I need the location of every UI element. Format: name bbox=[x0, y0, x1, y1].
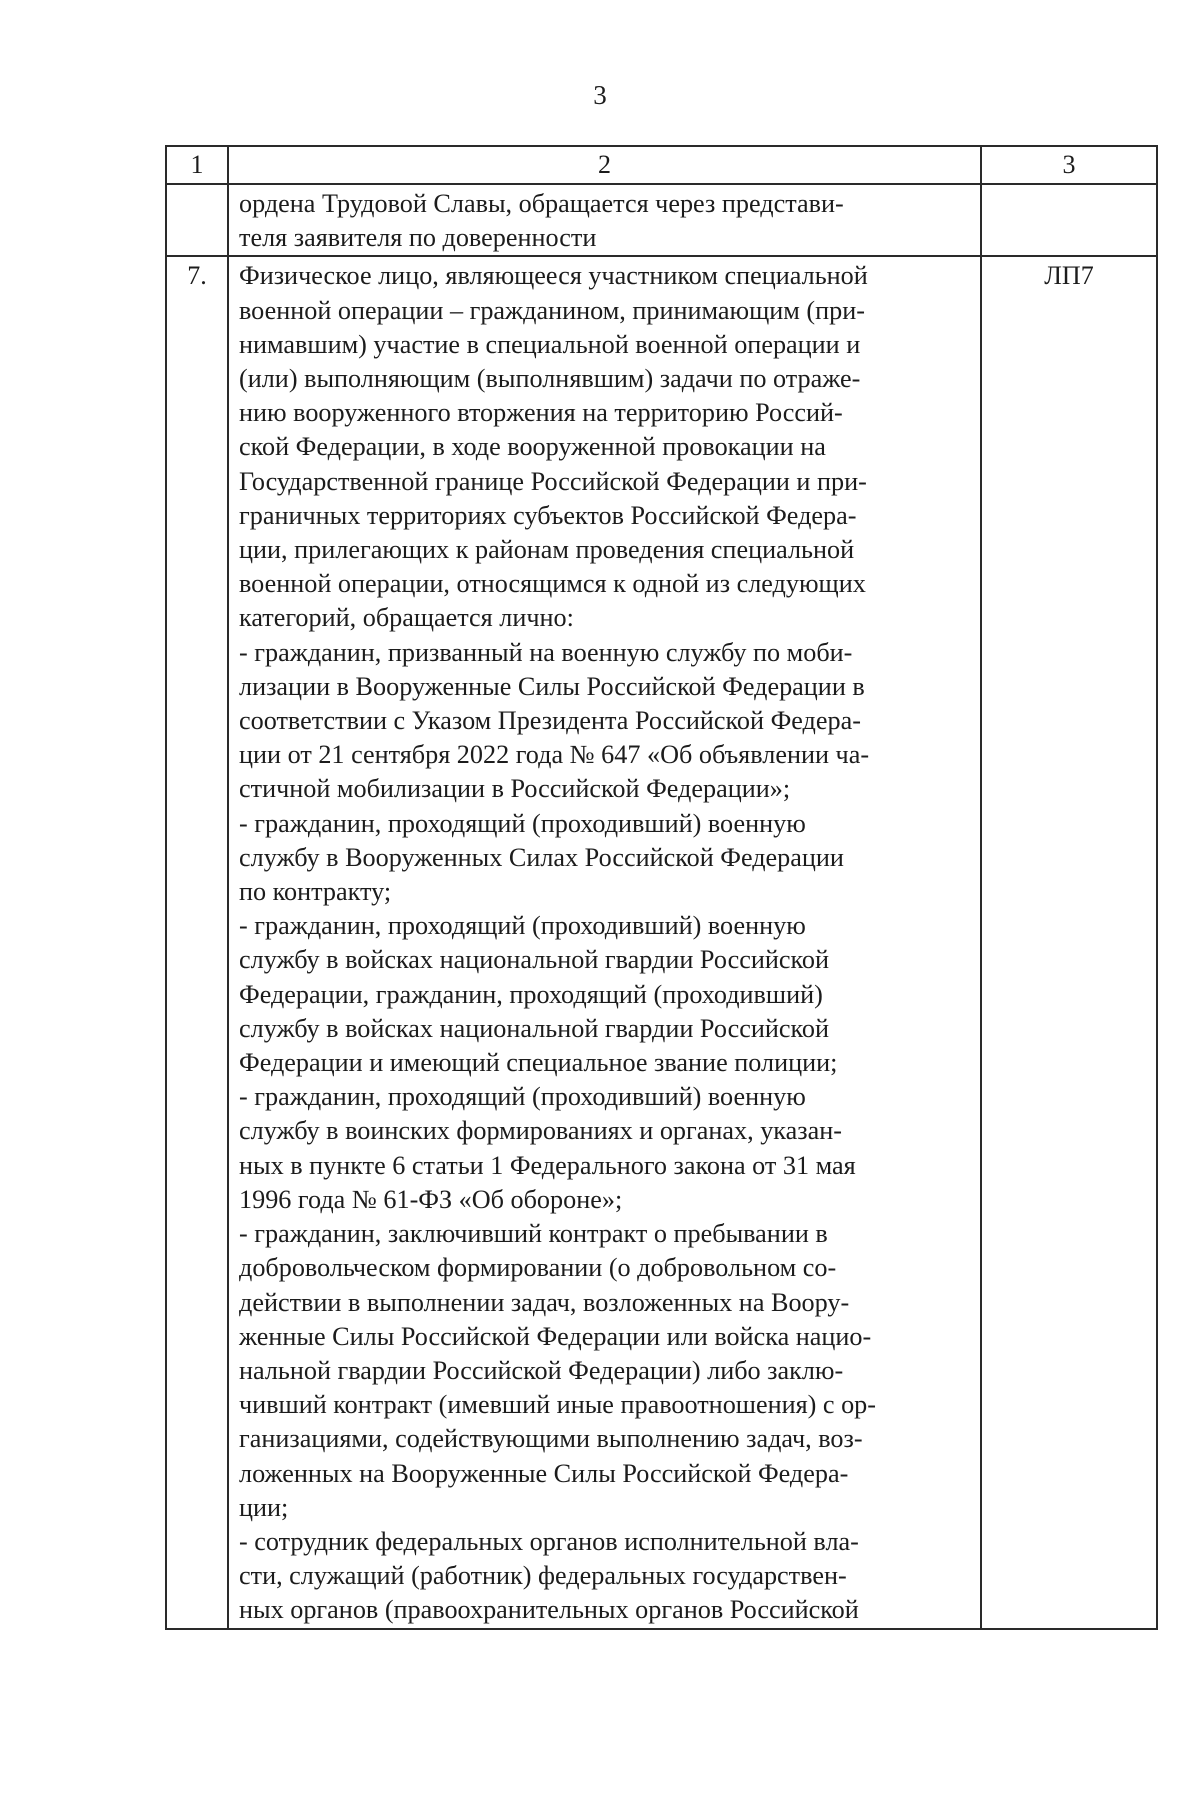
table-row-7 bbox=[166, 256, 1157, 1628]
text-line: - гражданин, призванный на военную службу по моби- bbox=[239, 637, 853, 667]
text-line: - гражданин, заключивший контракт о пребывании в bbox=[239, 1219, 828, 1249]
table-header-row bbox=[166, 146, 1157, 184]
header-cell-3: 3 bbox=[981, 146, 1157, 184]
text-line: Физическое лицо, являющееся участником специальной bbox=[239, 261, 868, 291]
row-number-cell bbox=[166, 184, 228, 256]
text-line: по контракту; bbox=[239, 877, 392, 907]
text-line: Федерации и имеющий специальное звание полиции; bbox=[239, 1048, 838, 1078]
text-line: ложенных на Вооруженные Силы Российской Федера- bbox=[239, 1458, 849, 1488]
row-number-cell: 7. bbox=[166, 256, 228, 1628]
row-text-cell bbox=[228, 184, 981, 256]
text-line: нию вооруженного вторжения на территорию Россий- bbox=[239, 398, 843, 428]
text-line: теля заявителя по доверенности bbox=[239, 223, 597, 253]
text-line: ции, прилегающих к районам проведения специальной bbox=[239, 535, 855, 565]
row-text-cell bbox=[228, 256, 981, 1628]
row-code-cell bbox=[981, 184, 1157, 256]
text-line: лизации в Вооруженные Силы Российской Федерации в bbox=[239, 671, 865, 701]
row-code-cell: ЛП7 bbox=[981, 256, 1157, 1628]
text-line: 1996 года № 61-ФЗ «Об обороне»; bbox=[239, 1184, 623, 1214]
text-line: - гражданин, проходящий (проходивший) военную bbox=[239, 808, 806, 838]
document-table bbox=[165, 145, 1158, 1630]
text-line: - гражданин, проходящий (проходивший) военную bbox=[239, 911, 806, 941]
text-line: стичной мобилизации в Российской Федерации»; bbox=[239, 774, 791, 804]
text-line: нальной гвардии Российской Федерации) либо заклю- bbox=[239, 1355, 844, 1385]
page-number: 3 bbox=[593, 80, 607, 110]
text-line: граничных территориях субъектов Российской Федера- bbox=[239, 500, 857, 530]
text-line: Государственной границе Российской Федерации и при- bbox=[239, 466, 867, 496]
text-line: службу в Вооруженных Силах Российской Федерации bbox=[239, 842, 844, 872]
text-line: ции; bbox=[239, 1492, 289, 1522]
text-line: (или) выполняющим (выполнявшим) задачи по отраже- bbox=[239, 364, 861, 394]
text-line: ордена Трудовой Славы, обращается через представи- bbox=[239, 189, 844, 218]
text-line: категорий, обращается лично: bbox=[239, 603, 574, 633]
text-line: ных органов (правоохранительных органов Российской bbox=[239, 1595, 859, 1625]
text-line: соответствии с Указом Президента Российской Федера- bbox=[239, 706, 861, 736]
text-line: - гражданин, проходящий (проходивший) военную bbox=[239, 1082, 806, 1112]
text-line: ции от 21 сентября 2022 года № 647 «Об объявлении ча- bbox=[239, 740, 870, 770]
text-line: службу в войсках национальной гвардии Российской bbox=[239, 945, 829, 975]
text-line: - сотрудник федеральных органов исполнительной вла- bbox=[239, 1526, 859, 1556]
text-line: военной операции – гражданином, принимающим (при- bbox=[239, 295, 865, 325]
text-line: Федерации, гражданин, проходящий (проходивший) bbox=[239, 979, 823, 1009]
text-line: сти, служащий (работник) федеральных государствен- bbox=[239, 1561, 847, 1591]
text-line: чивший контракт (имевший иные правоотношения) с ор- bbox=[239, 1390, 876, 1420]
text-line: службу в войсках национальной гвардии Российской bbox=[239, 1013, 829, 1043]
text-line: ных в пункте 6 статьи 1 Федерального закона от 31 мая bbox=[239, 1150, 856, 1180]
table-row-continuation bbox=[166, 184, 1157, 256]
header-cell-2: 2 bbox=[228, 146, 981, 184]
text-line: ской Федерации, в ходе вооруженной провокации на bbox=[239, 432, 826, 462]
header-cell-1: 1 bbox=[166, 146, 228, 184]
text-line: действии в выполнении задач, возложенных на Воору- bbox=[239, 1287, 850, 1317]
text-line: женные Силы Российской Федерации или войска нацио- bbox=[239, 1321, 872, 1351]
text-line: службу в воинских формированиях и органах, указан- bbox=[239, 1116, 842, 1146]
text-line: нимавшим) участие в специальной военной операции и bbox=[239, 329, 861, 359]
text-line: добровольческом формировании (о добровольном со- bbox=[239, 1253, 837, 1283]
text-line: ганизациями, содействующими выполнению задач, воз- bbox=[239, 1424, 863, 1454]
text-line: военной операции, относящимся к одной из следующих bbox=[239, 569, 866, 599]
